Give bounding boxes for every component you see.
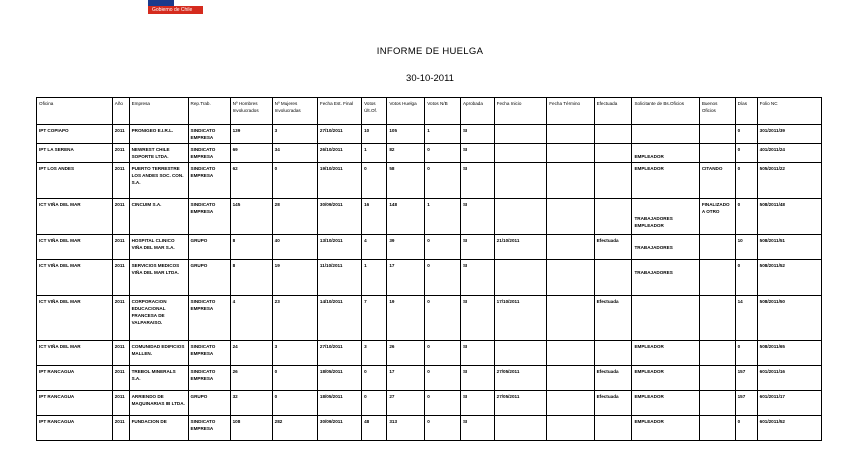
cell-rep: SINDICATO EMPRESA [188,296,230,341]
cell-votos-huelga: 148 [387,199,425,235]
cell-inicio [494,163,547,199]
cell-termino [547,163,594,199]
cell-rep: SINDICATO EMPRESA [188,125,230,144]
table-row [37,341,822,366]
cell-dias: 0 [735,416,757,441]
cell-folio: 401/2011/24 [757,144,821,163]
cell-solicitante [632,125,699,144]
cell-rep: GRUPO [188,391,230,416]
cell-votos-ult: 7 [362,296,387,341]
cell-hombres: 108 [230,416,272,441]
cell-termino [547,235,594,260]
cell-votos-nb: 0 [425,416,461,441]
cell-mujeres: 0 [272,366,317,391]
cell-votos-huelga: 82 [387,144,425,163]
cell-hombres: 4 [230,296,272,341]
cell-dias: 157 [735,366,757,391]
col-header-buenos-oficios: Buenos Oficios [699,98,735,125]
cell-votos-ult: 4 [362,235,387,260]
cell-aprobada: SI [460,341,494,366]
cell-solicitante: EMPLEADOR [632,391,699,416]
cell-empresa: PRONIGEO E.I.R.L. [129,125,188,144]
col-header-fecha-termino: Fecha Término [547,98,594,125]
cell-buenos-oficios [699,296,735,341]
cell-inicio: 17/10/2011 [494,296,547,341]
cell-aprobada: SI [460,416,494,441]
cell-oficina: IPT COPIAPO [37,125,113,144]
cell-empresa: ARRIENDO DE MAQUINARIAS IB LTDA. [129,391,188,416]
cell-votos-huelga: 26 [387,341,425,366]
table-row [37,366,822,391]
cell-mujeres: 40 [272,235,317,260]
table-row [37,416,822,441]
table-row [37,163,822,199]
cell-anio: 2011 [112,366,129,391]
cell-termino [547,296,594,341]
cell-votos-huelga: 39 [387,235,425,260]
solicitante-text: TRABAJADORES [634,270,673,275]
cell-termino [547,125,594,144]
cell-aprobada: SI [460,235,494,260]
cell-votos-nb: 1 [425,199,461,235]
cell-votos-ult: 0 [362,391,387,416]
logo-caption: Gobierno de Chile [152,7,193,13]
cell-votos-huelga: 58 [387,163,425,199]
cell-inicio [494,125,547,144]
cell-anio: 2011 [112,260,129,296]
cell-rep: SINDICATO EMPRESA [188,199,230,235]
cell-votos-huelga: 27 [387,391,425,416]
cell-anio: 2011 [112,199,129,235]
cell-buenos-oficios [699,235,735,260]
cell-solicitante: EMPLEADOR [632,366,699,391]
cell-votos-ult: 0 [362,163,387,199]
cell-votos-nb: 1 [425,125,461,144]
cell-mujeres: 19 [272,260,317,296]
cell-folio: 601/2011/17 [757,391,821,416]
cell-buenos-oficios [699,260,735,296]
cell-votos-nb: 0 [425,366,461,391]
cell-aprobada: SI [460,163,494,199]
cell-solicitante: EMPLEADOR [632,341,699,366]
cell-rep: SINDICATO EMPRESA [188,163,230,199]
table-header-row [37,98,822,125]
cell-dias: 0 [735,341,757,366]
cell-buenos-oficios [699,341,735,366]
cell-efectuada: Efectuada [594,296,632,341]
cell-votos-ult: 1 [362,144,387,163]
cell-termino [547,416,594,441]
cell-votos-ult: 48 [362,416,387,441]
cell-votos-nb: 0 [425,144,461,163]
cell-termino [547,341,594,366]
cell-fecha-est: 27/10/2011 [317,125,361,144]
cell-folio: 301/2011/39 [757,125,821,144]
cell-solicitante [632,199,699,235]
cell-hombres: 69 [230,144,272,163]
cell-dias: 0 [735,125,757,144]
cell-solicitante: EMPLEADOR [632,416,699,441]
table-row [37,235,822,260]
cell-oficina: IPT LA SERENA [37,144,113,163]
cell-empresa: HOSPITAL CLINICO VIÑA DEL MAR S.A. [129,235,188,260]
cell-empresa: COMUNIDAD EDIFICIOS MALLEN. [129,341,188,366]
cell-oficina: ICT VIÑA DEL MAR [37,260,113,296]
col-header-fecha-inicio: Fecha Inicio [494,98,547,125]
cell-votos-huelga: 19 [387,296,425,341]
cell-anio: 2011 [112,416,129,441]
cell-empresa: TREBOL MINERALS S.A. [129,366,188,391]
cell-votos-nb: 0 [425,163,461,199]
report-title: INFORME DE HUELGA [376,46,484,57]
cell-dias: 10 [735,235,757,260]
table-row [37,391,822,416]
cell-votos-huelga: 313 [387,416,425,441]
cell-efectuada [594,163,632,199]
cell-inicio [494,144,547,163]
cell-oficina: IPT LOS ANDES [37,163,113,199]
cell-folio: 601/2011/16 [757,366,821,391]
cell-inicio: 21/10/2011 [494,235,547,260]
cell-empresa: CORPORACION EDUCACIONAL FRANCESA DE VALPARAISO. [129,296,188,341]
cell-solicitante [632,144,699,163]
cell-mujeres: 282 [272,416,317,441]
cell-mujeres: 28 [272,199,317,235]
cell-folio: 505/2011/22 [757,163,821,199]
cell-aprobada: SI [460,366,494,391]
cell-solicitante: EMPLEADOR [632,163,699,199]
cell-rep: SINDICATO EMPRESA [188,341,230,366]
cell-votos-ult: 3 [362,341,387,366]
cell-oficina: IPT RANCAGUA [37,391,113,416]
col-header-votos-ult: Votos Últ.Of. [362,98,387,125]
cell-termino [547,366,594,391]
col-header-oficina: Oficina [37,98,113,125]
cell-anio: 2011 [112,341,129,366]
cell-fecha-est: 27/10/2011 [317,341,361,366]
cell-oficina: ICT VIÑA DEL MAR [37,235,113,260]
cell-fecha-est: 13/10/2011 [317,235,361,260]
cell-buenos-oficios [699,416,735,441]
cell-rep: SINDICATO EMPRESA [188,144,230,163]
cell-buenos-oficios [699,125,735,144]
col-header-fecha-est: Fecha Est. Final [317,98,361,125]
cell-folio: 508/2011/65 [757,341,821,366]
cell-fecha-est: 14/10/2011 [317,296,361,341]
cell-votos-huelga: 105 [387,125,425,144]
cell-votos-huelga: 17 [387,366,425,391]
col-header-efectuada: Efectuada [594,98,632,125]
cell-anio: 2011 [112,235,129,260]
government-logo [148,0,203,14]
cell-dias: 157 [735,391,757,416]
solicitante-text: TRABAJADORES EMPLEADOR [634,216,673,228]
cell-rep: GRUPO [188,260,230,296]
cell-inicio [494,199,547,235]
cell-anio: 2011 [112,163,129,199]
col-header-anio: Año [112,98,129,125]
cell-mujeres: 34 [272,144,317,163]
cell-aprobada: SI [460,199,494,235]
cell-hombres: 8 [230,260,272,296]
cell-hombres: 32 [230,391,272,416]
cell-oficina: ICT VIÑA DEL MAR [37,296,113,341]
cell-empresa: SERVICIOS MEDICOS VIÑA DEL MAR LTDA. [129,260,188,296]
report-date: 30-10-2011 [406,73,454,84]
cell-anio: 2011 [112,391,129,416]
cell-efectuada [594,144,632,163]
solicitante-text: TRABAJADORES [634,245,673,250]
cell-folio: 508/2011/48 [757,199,821,235]
cell-dias: 0 [735,260,757,296]
cell-fecha-est: 11/10/2011 [317,260,361,296]
cell-empresa: NEWREST CHILE SOPORTE LTDA. [129,144,188,163]
cell-oficina: ICT VIÑA DEL MAR [37,341,113,366]
cell-hombres: 8 [230,235,272,260]
cell-fecha-est: 26/10/2011 [317,144,361,163]
cell-fecha-est: 30/09/2011 [317,416,361,441]
cell-efectuada: Efectuada [594,391,632,416]
table-row [37,125,822,144]
cell-solicitante [632,235,699,260]
cell-votos-huelga: 17 [387,260,425,296]
table-row [37,144,822,163]
col-header-votos-huelga: Votos Huelga [387,98,425,125]
cell-efectuada [594,125,632,144]
cell-empresa: FUNDACION DE [129,416,188,441]
strike-report-table [36,97,822,441]
cell-mujeres: 3 [272,341,317,366]
cell-folio: 508/2011/50 [757,296,821,341]
col-header-dias: Días [735,98,757,125]
cell-fecha-est: 18/05/2011 [317,366,361,391]
cell-dias: 14 [735,296,757,341]
cell-anio: 2011 [112,125,129,144]
cell-hombres: 24 [230,341,272,366]
cell-buenos-oficios: FINALIZADO A OTRO [699,199,735,235]
cell-oficina: IPT RANCAGUA [37,366,113,391]
cell-buenos-oficios [699,144,735,163]
cell-votos-nb: 0 [425,296,461,341]
cell-empresa: PUERTO TERRESTRE LOS ANDES SOC. CON. S.A. [129,163,188,199]
col-header-solicitante: Solicitante de Bs.Oficios [632,98,699,125]
col-header-rep-trab: Rep.Trab. [188,98,230,125]
cell-efectuada [594,260,632,296]
cell-inicio: 27/05/2011 [494,366,547,391]
cell-empresa: CINCUIM S.A. [129,199,188,235]
cell-inicio [494,341,547,366]
cell-efectuada [594,199,632,235]
cell-inicio [494,260,547,296]
cell-buenos-oficios [699,366,735,391]
cell-rep: SINDICATO EMPRESA [188,366,230,391]
cell-aprobada: SI [460,144,494,163]
cell-efectuada [594,416,632,441]
cell-efectuada: Efectuada [594,235,632,260]
col-header-folio: Folio NC [757,98,821,125]
cell-votos-nb: 0 [425,391,461,416]
cell-termino [547,260,594,296]
cell-folio: 601/2011/52 [757,416,821,441]
cell-votos-nb: 0 [425,341,461,366]
solicitante-text: EMPLEADOR [634,154,664,159]
cell-inicio: 27/05/2011 [494,391,547,416]
cell-votos-ult: 10 [362,125,387,144]
cell-hombres: 62 [230,163,272,199]
cell-efectuada [594,341,632,366]
cell-hombres: 145 [230,199,272,235]
col-header-votos-nb: Votos N/B [425,98,461,125]
cell-votos-nb: 0 [425,260,461,296]
cell-oficina: IPT RANCAGUA [37,416,113,441]
cell-dias: 0 [735,199,757,235]
cell-aprobada: SI [460,260,494,296]
table-row [37,260,822,296]
col-header-mujeres: Nº Mujeres Involucradas [272,98,317,125]
cell-dias: 0 [735,144,757,163]
cell-termino [547,144,594,163]
cell-buenos-oficios: CITANDO [699,163,735,199]
cell-aprobada: SI [460,391,494,416]
cell-votos-ult: 0 [362,366,387,391]
col-header-aprobada: Aprobada [460,98,494,125]
cell-inicio [494,416,547,441]
cell-buenos-oficios [699,391,735,416]
cell-anio: 2011 [112,296,129,341]
cell-hombres: 26 [230,366,272,391]
cell-anio: 2011 [112,144,129,163]
cell-votos-ult: 16 [362,199,387,235]
table-row [37,199,822,235]
cell-votos-ult: 1 [362,260,387,296]
cell-dias: 0 [735,163,757,199]
cell-termino [547,199,594,235]
cell-termino [547,391,594,416]
col-header-hombres: Nº Hombres Involucrados [230,98,272,125]
cell-efectuada: Efectuada [594,366,632,391]
cell-rep: SINDICATO EMPRESA [188,416,230,441]
cell-folio: 508/2011/52 [757,260,821,296]
cell-mujeres: 0 [272,163,317,199]
cell-rep: GRUPO [188,235,230,260]
col-header-empresa: Empresa [129,98,188,125]
cell-solicitante [632,260,699,296]
cell-fecha-est: 18/05/2011 [317,391,361,416]
cell-fecha-est: 19/10/2011 [317,163,361,199]
cell-mujeres: 0 [272,391,317,416]
cell-mujeres: 23 [272,296,317,341]
cell-mujeres: 3 [272,125,317,144]
cell-hombres: 139 [230,125,272,144]
cell-oficina: ICT VIÑA DEL MAR [37,199,113,235]
cell-aprobada: SI [460,125,494,144]
cell-votos-nb: 0 [425,235,461,260]
table-row [37,296,822,341]
cell-fecha-est: 30/09/2011 [317,199,361,235]
cell-folio: 508/2011/51 [757,235,821,260]
cell-aprobada: SI [460,296,494,341]
cell-solicitante [632,296,699,341]
